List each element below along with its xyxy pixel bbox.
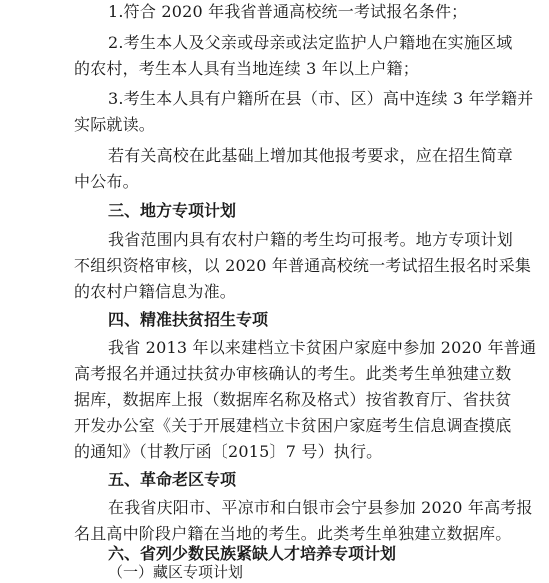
criterion-3-line-2: 实际就读。 bbox=[74, 115, 156, 134]
criterion-3-line-1: 3.考生本人具有户籍所在县（市、区）高中连续 3 年学籍并 bbox=[108, 89, 534, 108]
note-line-1: 若有关高校在此基础上增加其他报考要求，应在招生简章 bbox=[108, 146, 514, 165]
section-5-heading: 五、革命老区专项 bbox=[108, 470, 237, 489]
note-line-2: 中公布。 bbox=[74, 172, 139, 191]
section-3-line-2: 不组织资格审核，以 2020 年普通高校统一考试招生报名时采集 bbox=[74, 256, 532, 275]
section-4-line-2: 高考报名并通过扶贫办审核确认的考生。此类考生单独建立数 bbox=[74, 364, 512, 383]
section-3-line-1: 我省范围内具有农村户籍的考生均可报考。地方专项计划 bbox=[108, 230, 514, 249]
section-3-heading: 三、地方专项计划 bbox=[108, 201, 237, 220]
section-6-heading: 六、省列少数民族紧缺人才培养专项计划 bbox=[108, 544, 397, 563]
section-4-line-1: 我省 2013 年以来建档立卡贫困户家庭中参加 2020 年普通 bbox=[108, 338, 537, 357]
criterion-1: 1.符合 2020 年我省普通高校统一考试报名条件； bbox=[108, 2, 468, 21]
section-5-line-2: 名且高中阶段户籍在当地的考生。此类考生单独建立数据库。 bbox=[74, 524, 512, 543]
section-4-line-5: 的通知》（甘教厅函〔2015〕7 号）执行。 bbox=[74, 442, 383, 461]
criterion-2-line-1: 2.考生本人及父亲或母亲或法定监护人户籍地在实施区域 bbox=[108, 33, 513, 52]
section-4-line-3: 据库，数据库上报（数据库名称及格式）按省教育厅、省扶贫 bbox=[74, 390, 512, 409]
section-5-line-1: 在我省庆阳市、平凉市和白银市会宁县参加 2020 年高考报 bbox=[108, 498, 533, 517]
section-4-line-4: 开发办公室《关于开展建档立卡贫困户家庭考生信息调查摸底 bbox=[74, 416, 512, 435]
section-4-heading: 四、精准扶贫招生专项 bbox=[108, 310, 269, 329]
section-3-line-3: 的农村户籍信息为准。 bbox=[74, 282, 237, 301]
criterion-2-line-2: 的农村，考生本人具有当地连续 3 年以上户籍； bbox=[74, 59, 419, 78]
section-6-sub-1: （一）藏区专项计划 bbox=[108, 563, 244, 581]
